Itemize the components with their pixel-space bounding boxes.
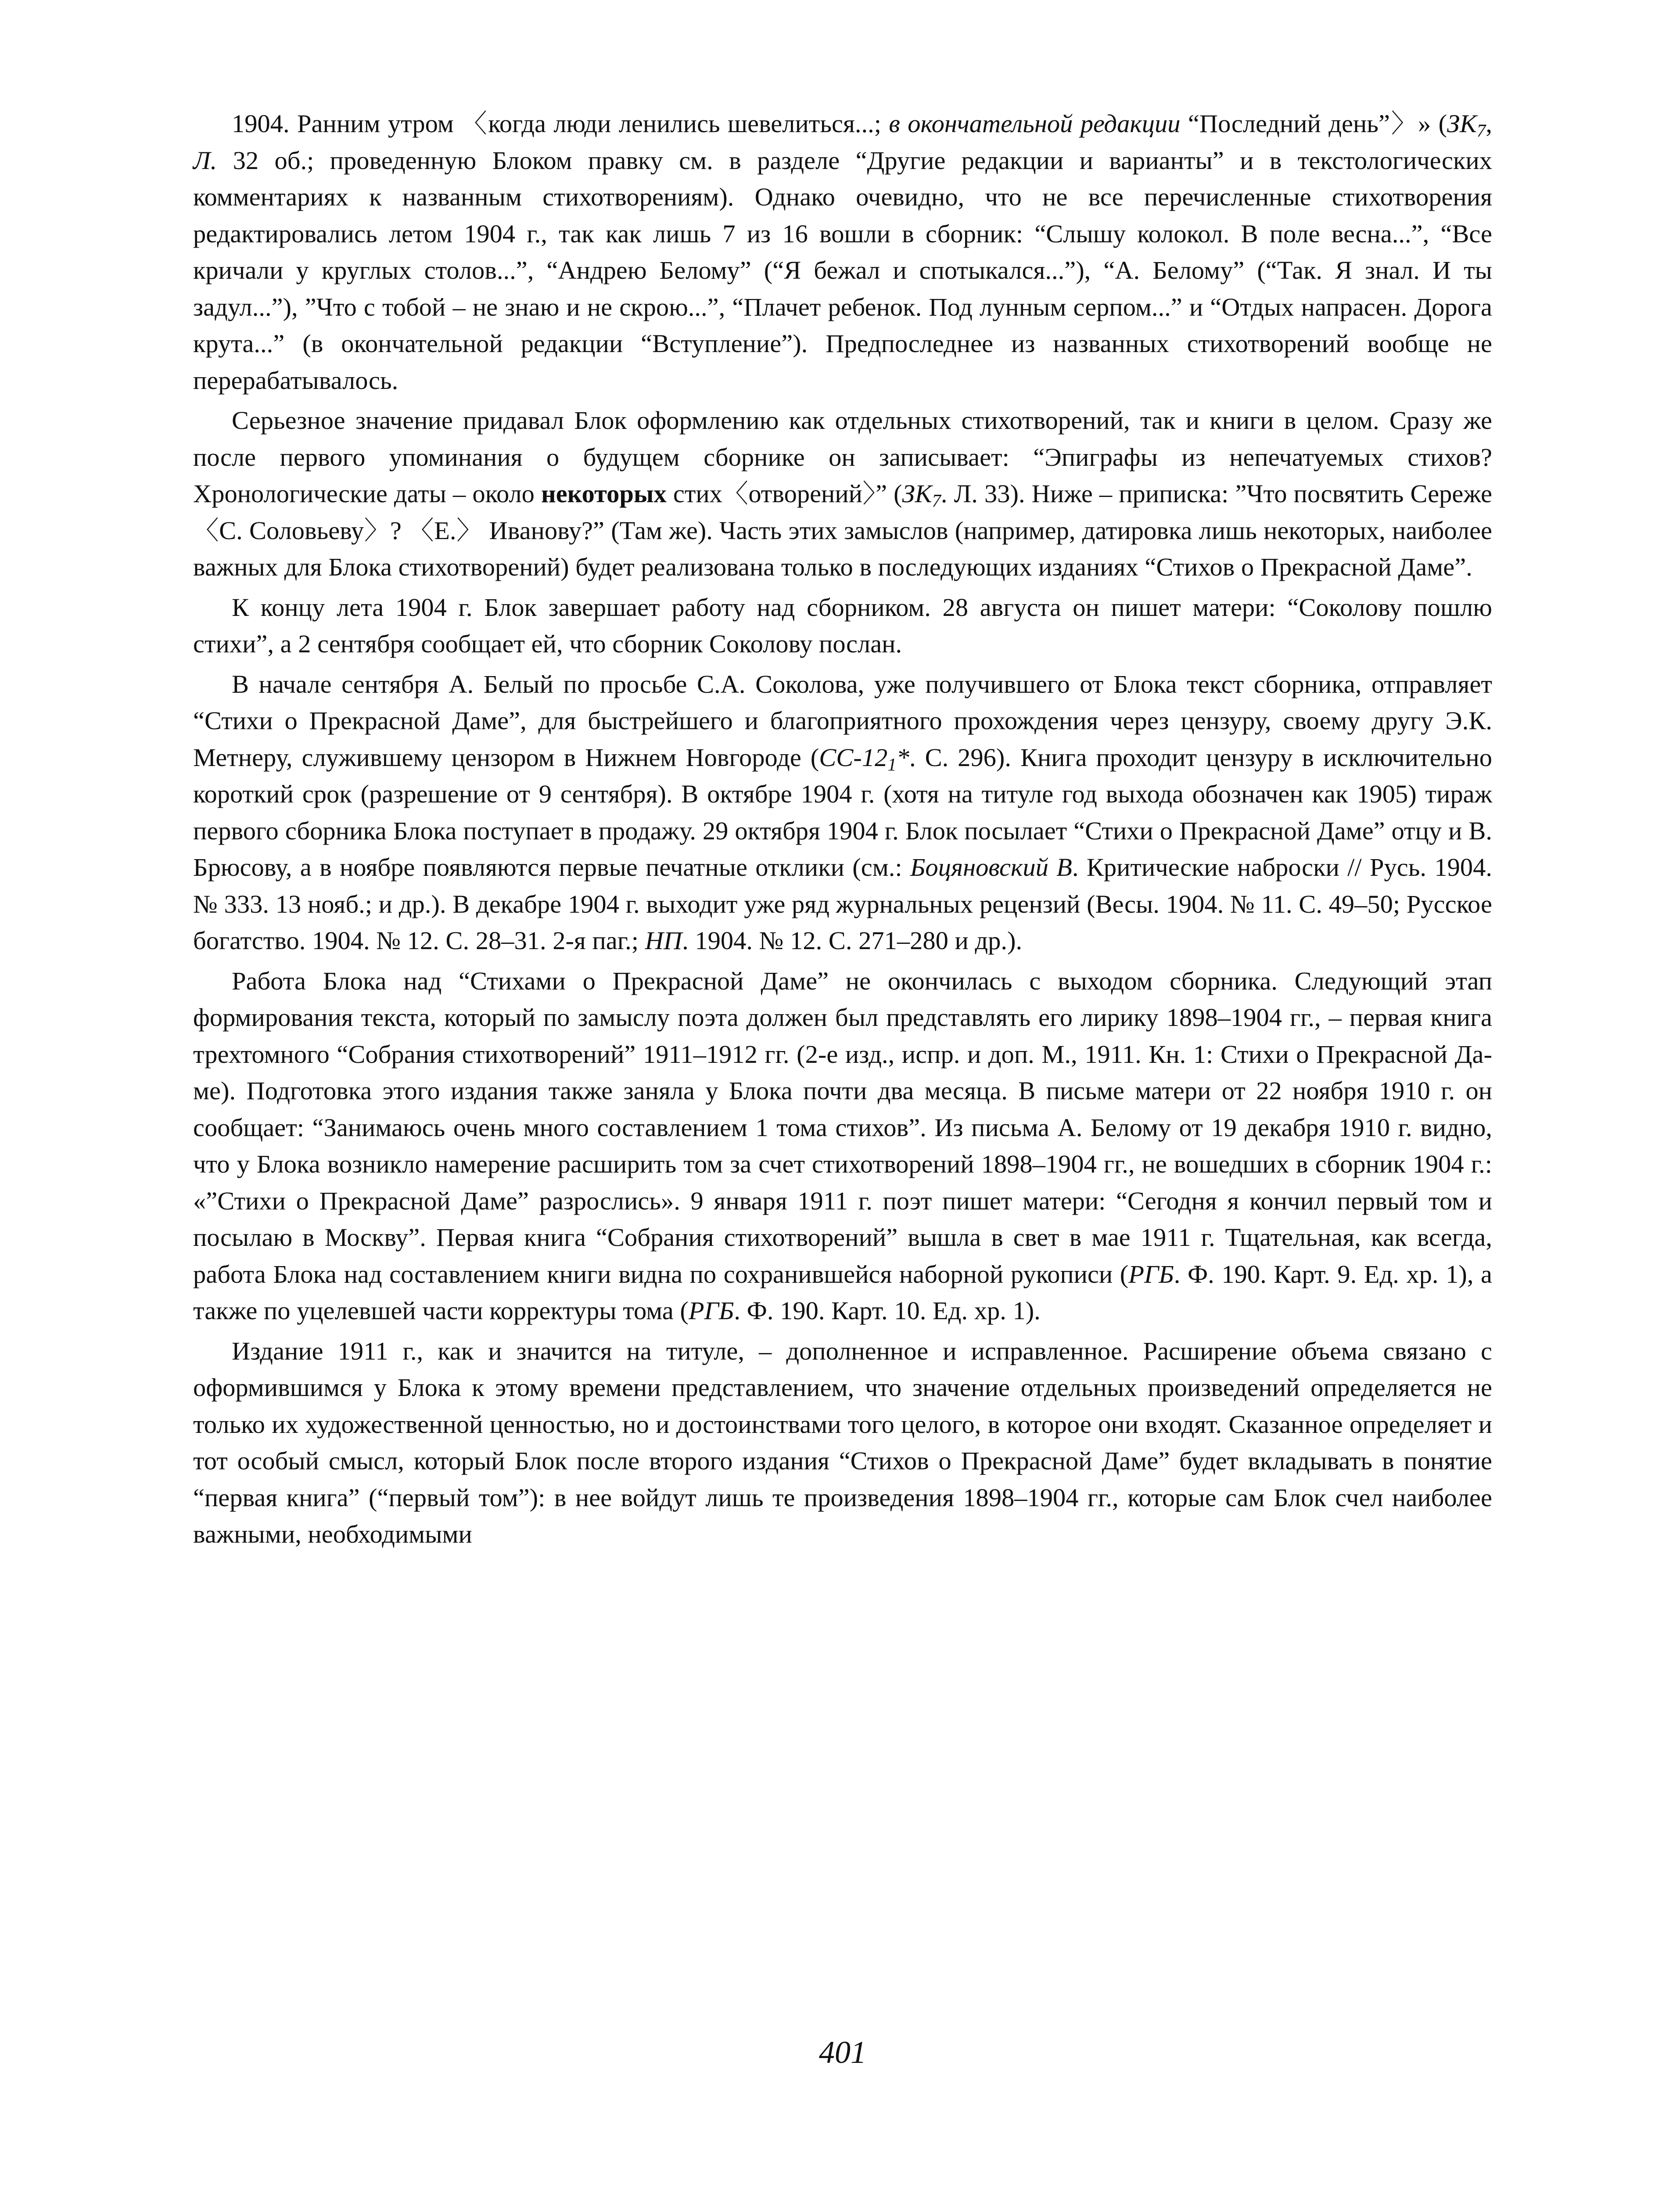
text-run: Боцяновский В	[910, 853, 1072, 882]
text-run: . Ф. 190. Карт. 9. Ед. хр. 1), а также по уцелевшей части корректуры тома (	[193, 1259, 1492, 1325]
text-body	[193, 105, 1492, 1553]
text-run: В начале сентября А. Белый по просьбе С.А. Соколова, уже получившего от Блока текст сборника, отправляет “Стихи о Прекрасной Даме”, для быстрейшего и благоприятного прохождения через цензуру, своему другу Э.К. Метнеру, служившему цензором в Нижнем Новгороде (	[193, 669, 1492, 772]
text-run: *	[896, 743, 910, 772]
text-run: 32 об.; проведенную Блоком правку см. в разделе “Другие редакции и варианты” и в текстологических комментариях к названным стихотворениям). Однако очевидно, что не все перечисленные стихотворения редактировались летом 1904 г., так как лишь 7 из 16 вошли в сборник: “Слышу колокол. В поле весна...”, “Все кричали у круглых столов...”, “Андрею Белому” (“Я бежал и спотыкался...”), “А. Белому” (“Так. Я знал. И ты задул...”), ”Что с тобой – не знаю и не скрою...”, “Плачет ребенок. Под лунным серпом...” и “Отдых напрасен. Дорога крута...” (в окончательной редакции “Вступление”). Предпоследнее из названных стихотворений вообще не перерабатывалось.	[193, 146, 1492, 395]
text-run: РГБ	[1128, 1259, 1174, 1288]
paragraph	[193, 963, 1492, 1329]
subscript-run: 1	[887, 754, 897, 774]
text-run: . С. 296). Книга проходит цензуру в исключительно короткий срок (разрешение от 9 сентября). В октябре 1904 г. (хотя на титуле год выхода обозначен как 1905) тираж первого сборника Блока поступает в продажу. 29 октября 1904 г. Блок посылает “Стихи о Прекрасной Даме” отцу и В. Брюсову, а в ноябре появляются первые печатные отклики (см.:	[193, 743, 1492, 882]
text-run: . Ф. 190. Карт. 10. Ед. хр. 1).	[734, 1296, 1041, 1325]
paragraph	[193, 402, 1492, 586]
text-run: . Критические наброски // Русь. 1904. № 333. 13 нояб.; и др.). В декабре 1904 г. выходит уже ряд журнальных рецензий (Весы. 1904. № 11. С. 49–50; Русское богатство. 1904. № 12. С. 28–31. 2-я паг.;	[193, 853, 1492, 955]
text-run: “Последний день”〉» (	[1180, 109, 1447, 138]
text-run: Работа Блока над “Стихами о Прекрасной Даме” не окончилась с выходом сборника. Следующий этап формирования текста, который по замыслу поэта должен был представлять его лирику 1898–1904 гг., – первая книга трехтомного “Собрания стихотворений” 1911–1912 гг. (2-е изд., испр. и доп. М., 1911. Кн. 1: Стихи о Прекрасной Даме). Подготовка этого издания также заняла у Блока почти два месяца. В письме матери от 22 ноября 1910 г. он сообщает: “Занимаюсь очень много составлением 1 тома стихов”. Из письма А. Белому от 19 декабря 1910 г. видно, что у Блока возникло намерение расширить том за счет стихотворений 1898–1904 гг., не вошедших в сборник 1904 г.: «”Стихи о Прекрасной Даме” разрослись». 9 января 1911 г. поэт пишет матери: “Сегодня я кончил первый том и посылаю в Москву”. Первая книга “Собрания стихотворений” вышла в свет в мае 1911 г. Тщательная, как всегда, работа Блока над составлением книги видна по сохранившейся наборной рукописи (	[193, 966, 1492, 1288]
text-run: Л.	[193, 146, 217, 175]
paragraph	[193, 589, 1492, 662]
text-run: . 1904. № 12. С. 271–280 и др.).	[682, 926, 1023, 955]
text-run: в окончательной редакции	[889, 109, 1181, 138]
paragraph	[193, 105, 1492, 399]
page-number: 401	[819, 2035, 866, 2070]
text-run: Издание 1911 г., как и значится на титуле, – дополненное и исправленное. Расширение объема связано с оформившимся у Блока к этому времени представлением, что значение отдельных произведений определяется не только их художественной ценностью, но и достоинствами того целого, в которое они входят. Сказанное определяет и тот особый смысл, который Блок после второго издания “Стихов о Прекрасной Даме” будет вкладывать в понятие “первая книга” (“первый том”): в нее войдут лишь те произведения 1898–1904 гг., которые сам Блок счел наиболее важными, необходимыми	[193, 1336, 1492, 1548]
text-run: НП	[645, 926, 682, 955]
text-run: К концу лета 1904 г. Блок завершает работу над сборником. 28 августа он пишет матери: “Соколову пошлю стихи”, а 2 сентября сообщает ей, что сборник Соколову послан.	[193, 593, 1492, 658]
text-run: 1904. Ранним утром 〈когда люди ленились шевелиться...;	[232, 109, 889, 138]
subscript-run: 7	[1476, 121, 1486, 141]
subscript-run: 7	[932, 491, 941, 511]
text-run: СС-12	[819, 743, 888, 772]
text-run: стих〈отворений〉” (	[666, 479, 902, 508]
text-run: . Л. 33). Ниже – приписка: ”Что посвятить Сереже 〈С. Соловьеву〉? 〈Е.〉 Иванову?” (Там же). Часть этих замыслов (например, датировка лишь некоторых, наиболее важных для Блока стихотворений) будет реализована только в последующих изданиях “Стихов о Прекрасной Даме”.	[193, 479, 1492, 581]
text-run: ЗК	[902, 479, 932, 508]
text-run: некоторых	[541, 479, 667, 508]
paragraph	[193, 666, 1492, 959]
text-run: Серьезное значение придавал Блок оформлению как отдельных стихотворений, так и книги в целом. Сразу же после первого упоминания о будущем сборнике он записывает: “Эпиграфы из непечатуемых стихов? Хронологические даты – около	[193, 406, 1492, 508]
text-run: ЗК	[1447, 109, 1477, 138]
book-page	[193, 105, 1492, 2107]
text-run: ,	[1486, 109, 1492, 138]
paragraph	[193, 1333, 1492, 1553]
text-run: РГБ	[688, 1296, 734, 1325]
